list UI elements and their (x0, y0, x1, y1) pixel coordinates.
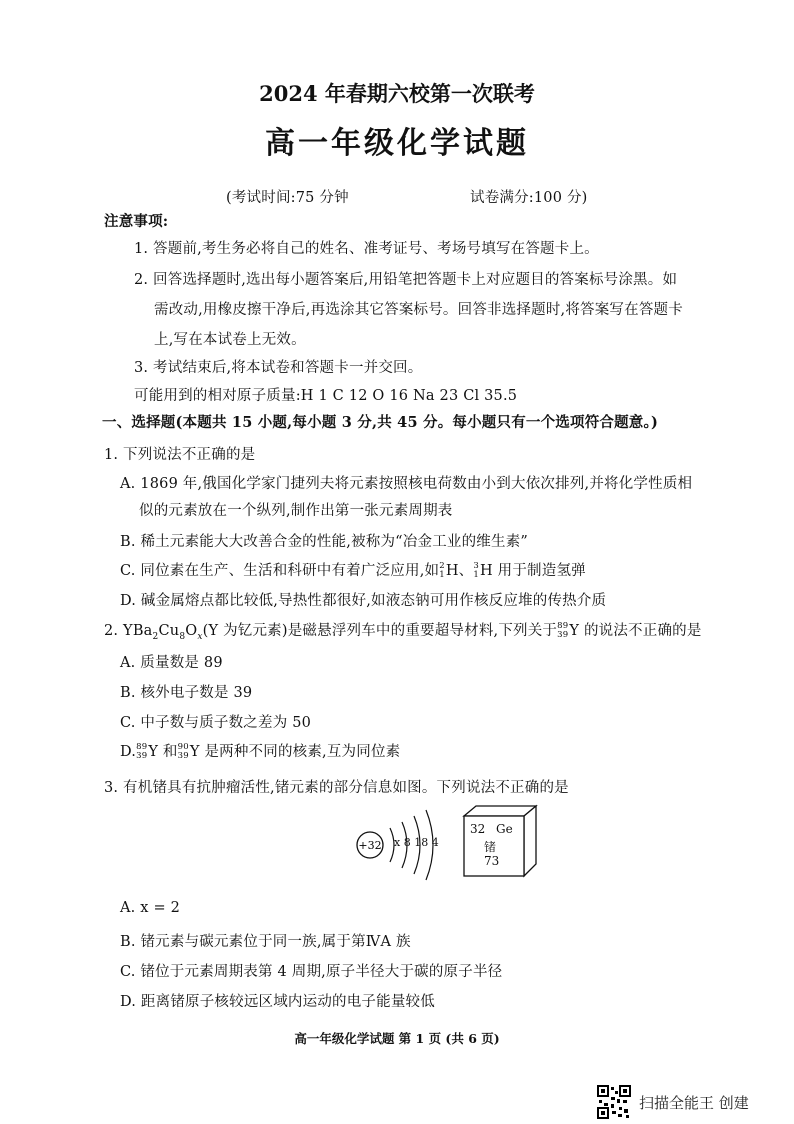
q2-d-end: Y 是两种不同的核素,互为同位素 (189, 744, 401, 760)
q3-option-a: A. x = 2 (120, 900, 181, 916)
element-symbol: Ge (496, 822, 513, 836)
exam-title: 2024 年春期六校第一次联考 (259, 81, 535, 106)
q2-stem (104, 619, 702, 640)
notice-item-1: 1. 答题前,考生务必将自己的姓名、准考证号、考场号填写在答题卡上。 (134, 241, 599, 257)
q1-option-a: A. 1869 年,俄国化学家门捷列夫将元素按照核电荷数由小到大依次排列,并将化学性质相 (120, 476, 693, 492)
shell-electron-counts: x 8 18 4 (394, 836, 439, 849)
mass-number: 89 (557, 621, 569, 631)
q1-option-d: D. 碱金属熔点都比较低,导热性都很好,如液态钠可用作核反应堆的传热介质 (120, 593, 607, 609)
page-footer: 高一年级化学试题 第 1 页 (共 6 页) (294, 1031, 500, 1046)
option-letter: D. (120, 744, 137, 760)
scanner-badge (597, 1085, 749, 1119)
cube-side (524, 806, 536, 876)
isotope-y90-label (178, 743, 189, 761)
atomic-mass-line: 可能用到的相对原子质量:H 1 C 12 O 16 Na 23 Cl 35.5 (134, 388, 518, 404)
atomic-number: 39 (136, 751, 148, 761)
isotope-h3-label (473, 562, 479, 580)
element-card-cube (460, 802, 540, 880)
atomic-number: 39 (177, 751, 189, 761)
q2-option-b: B. 核外电子数是 39 (120, 685, 253, 701)
q2-option-d (120, 740, 400, 761)
element-number: 32 (470, 822, 486, 836)
q3-option-b: B. 锗元素与碳元素位于同一族,属于第ⅣA 族 (120, 934, 411, 950)
q3-option-d: D. 距离锗原子核较远区域内运动的电子能量较低 (120, 994, 435, 1010)
q3-option-c: C. 锗位于元素周期表第 4 周期,原子半径大于碳的原子半径 (120, 964, 503, 980)
notice-item-2: 2. 回答选择题时,选出每小题答案后,用铅笔把答题卡上对应题目的答案标号涂黑。如 (134, 272, 678, 288)
section-heading: 一、选择题(本题共 15 小题,每小题 3 分,共 45 分。每小题只有一个选项符合题意。) (102, 414, 658, 431)
q2-stem-text: (Y 为钇元素)是磁悬浮列车中的重要超导材料,下列关于 (202, 623, 558, 639)
element-symbol: H (445, 563, 459, 579)
mass-number: 2 (439, 561, 445, 571)
mass-number: 90 (177, 742, 189, 752)
separator: 、 (458, 563, 474, 579)
formula-o: O (185, 623, 198, 639)
q1-option-b: B. 稀土元素能大大改善合金的性能,被称为“冶金工业的维生素” (120, 534, 529, 550)
notice-item-2-cont: 需改动,用橡皮擦干净后,再选涂其它答案标号。回答非选择题时,将答案写在答题卡 (154, 302, 683, 318)
isotope-h2-label (439, 562, 445, 580)
element-mass: 73 (484, 854, 500, 868)
atomic-number: 1 (473, 570, 479, 580)
q3-stem: 3. 有机锗具有抗肿瘤活性,锗元素的部分信息如图。下列说法不正确的是 (104, 780, 569, 796)
formula-cu: Cu (158, 623, 180, 639)
exam-score: 试卷满分:100 分) (470, 190, 588, 206)
qr-code-icon (597, 1085, 631, 1119)
q2-option-a: A. 质量数是 89 (120, 655, 223, 671)
q1-c-suffix: H 用于制造氢弹 (479, 563, 586, 579)
notice-item-2-cont2: 上,写在本试卷上无效。 (154, 332, 306, 348)
subscript: 8 (179, 631, 186, 642)
q2-d-mid: Y 和 (148, 744, 178, 760)
mass-number: 3 (473, 561, 479, 571)
q1-c-prefix: C. 同位素在生产、生活和科研中有着广泛应用,如 (120, 563, 440, 579)
notice-item-3: 3. 考试结束后,将本试卷和答题卡一并交回。 (134, 360, 423, 376)
mass-number: 89 (136, 742, 148, 752)
q1-option-a-cont: 似的元素放在一个纵列,制作出第一张元素周期表 (139, 503, 453, 519)
formula-ba: 2. YBa (104, 623, 153, 639)
q1-option-c (120, 559, 586, 580)
scanner-label: 扫描全能王 创建 (639, 1093, 749, 1112)
subscript: x (197, 631, 203, 642)
subject-title: 高一年级化学试题 (265, 126, 529, 161)
element-name: 锗 (484, 840, 497, 854)
q2-stem-end: Y 的说法不正确的是 (569, 623, 702, 639)
exam-time: (考试时间:75 分钟 (226, 190, 349, 206)
atomic-number: 1 (439, 570, 445, 580)
subscript: 2 (152, 631, 159, 642)
notice-heading: 注意事项: (104, 213, 169, 230)
q1-stem: 1. 下列说法不正确的是 (104, 447, 256, 463)
isotope-y89-label (136, 743, 147, 761)
nucleus-label: +32 (358, 839, 382, 852)
atomic-number: 39 (557, 630, 569, 640)
q2-option-c: C. 中子数与质子数之差为 50 (120, 715, 312, 731)
isotope-y89-label (557, 622, 568, 640)
